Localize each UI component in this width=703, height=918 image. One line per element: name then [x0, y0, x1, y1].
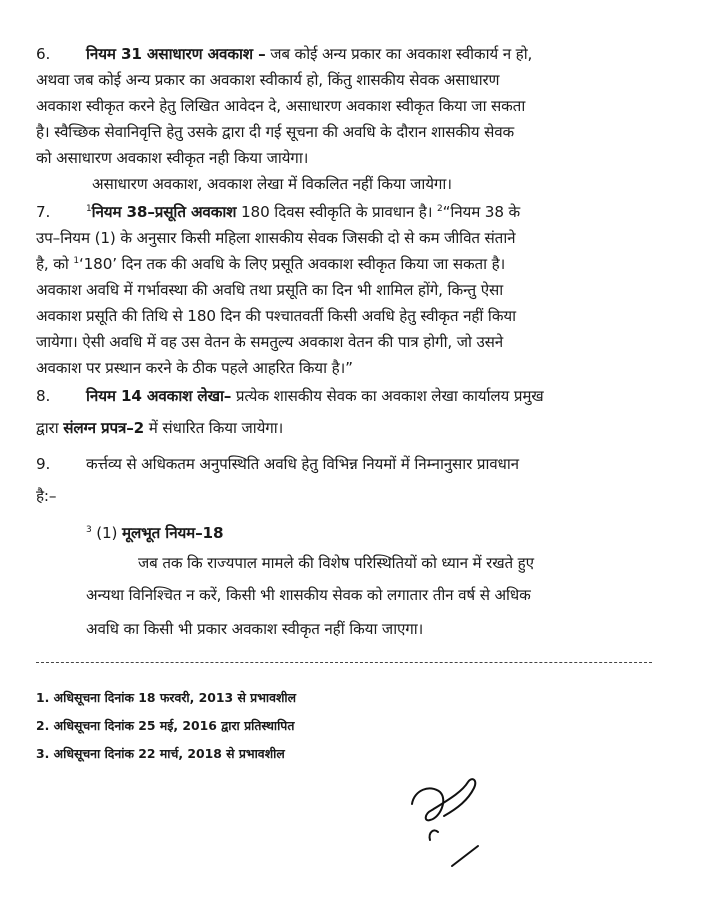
sub-line-2: अन्यथा विनिश्चित न करें, किसी भी शासकीय सेवक को लगातार तीन वर्ष से अधिक [86, 586, 531, 604]
para-8-line-2-c: में संधारित किया जायेगा। [148, 419, 284, 437]
para-8-line-2-a: द्वारा [36, 419, 59, 437]
para-7-line-4: अवकाश अवधि में गर्भावस्था की अवधि तथा प्रसूति का दिन भी शामिल होंगे, किन्तु ऐसा [36, 281, 503, 299]
para-8-number: 8. [36, 387, 51, 405]
footnote-2: 2. अधिसूचना दिनांक 25 मई, 2016 द्वारा प्रतिस्थापित [36, 718, 295, 733]
form-reference: संलग्न प्रपत्र–2 [63, 419, 145, 437]
signature-mark [400, 770, 510, 880]
para-6-line-6: असाधारण अवकाश, अवकाश लेखा में विकलित नहीं किया जायेगा। [92, 175, 452, 193]
para-7-line-1 [36, 202, 666, 222]
para-6-heading: नियम 31 असाधारण अवकाश – [86, 45, 266, 63]
para-6-line-2: अथवा जब कोई अन्य प्रकार का अवकाश स्वीकार्य हो, किंतु शासकीय सेवक असाधारण [36, 71, 500, 89]
para-7-line-2: उप–नियम (1) के अनुसार किसी महिला शासकीय सेवक जिसकी दो से कम जीवित संताने [36, 229, 516, 247]
footnote-ref-2: 2 [437, 204, 443, 214]
para-7-text-a: 180 दिवस स्वीकृति के प्रावधान है। [241, 203, 433, 221]
para-7-heading: नियम 38–प्रसूति अवकाश [91, 203, 237, 221]
para-6-line-4: है। स्वैच्छिक सेवानिवृत्ति हेतु उसके द्वारा दी गई सूचना की अवधि के दौरान शासकीय सेवक [36, 123, 515, 141]
para-6-line-3: अवकाश स्वीकृत करने हेतु लिखित आवेदन दे, असाधारण अवकाश स्वीकृत किया जा सकता [36, 97, 526, 115]
para-6-text: जब कोई अन्य प्रकार का अवकाश स्वीकार्य न हो, [270, 45, 533, 63]
sub-heading-text: मूलभूत नियम–18 [122, 524, 224, 542]
para-9-text: कर्त्तव्य से अधिकतम अनुपस्थिति अवधि हेतु विभिन्न नियमों में निम्नानुसार प्रावधान [86, 455, 519, 473]
para-9-line-1 [36, 454, 666, 474]
para-8-heading: नियम 14 अवकाश लेखा– [86, 387, 232, 405]
para-7-line-5: अवकाश प्रसूति की तिथि से 180 दिन की पश्चातवर्ती किसी अवधि हेतु स्वीकृत नहीं किया [36, 307, 516, 325]
para-8-text: प्रत्येक शासकीय सेवक का अवकाश लेखा कार्यालय प्रमुख [235, 387, 544, 405]
footnote-divider [36, 662, 652, 663]
footnote-ref-1: 1 [86, 204, 92, 214]
para-7-line-3-b: ‘180’ दिन तक की अवधि के लिए प्रसूति अवकाश स्वीकृत किया जा सकता है। [78, 255, 506, 273]
sub-line-3: अवधि का किसी भी प्रकार अवकाश स्वीकृत नहीं किया जाएगा। [86, 620, 424, 638]
para-9-line-2: है:– [36, 487, 57, 505]
para-7-line-6: जायेगा। ऐसी अवधि में वह उस वेतन के समतुल्य अवकाश वेतन की पात्र होगी, जो उसने [36, 333, 504, 351]
sub-heading [86, 523, 703, 543]
para-6-number: 6. [36, 45, 51, 63]
para-7-line-3-a: है, को [36, 255, 69, 273]
para-7-line-7: अवकाश पर प्रस्थान करने के ठीक पहले आहरित किया है।” [36, 359, 353, 377]
footnote-1: 1. अधिसूचना दिनांक 18 फरवरी, 2013 से प्रभावशील [36, 690, 297, 705]
para-6-line-5: को असाधारण अवकाश स्वीकृत नही किया जायेगा। [36, 149, 309, 167]
sub-line-1: जब तक कि राज्यपाल मामले की विशेष परिस्थितियों को ध्यान में रखते हुए [138, 554, 534, 572]
footnote-ref-3: 3 [86, 525, 92, 535]
para-7-line-3 [36, 254, 666, 274]
para-7-text-b: “नियम 38 के [442, 203, 521, 221]
para-6-line-1 [36, 44, 666, 64]
footnote-ref-1b: 1 [73, 256, 79, 266]
para-7-number: 7. [36, 203, 51, 221]
para-8-line-2 [36, 418, 666, 438]
footnote-3: 3. अधिसूचना दिनांक 22 मार्च, 2018 से प्रभावशील [36, 746, 285, 761]
para-9-number: 9. [36, 455, 51, 473]
para-8-line-1 [36, 386, 666, 406]
sub-label: (1) [96, 524, 118, 542]
